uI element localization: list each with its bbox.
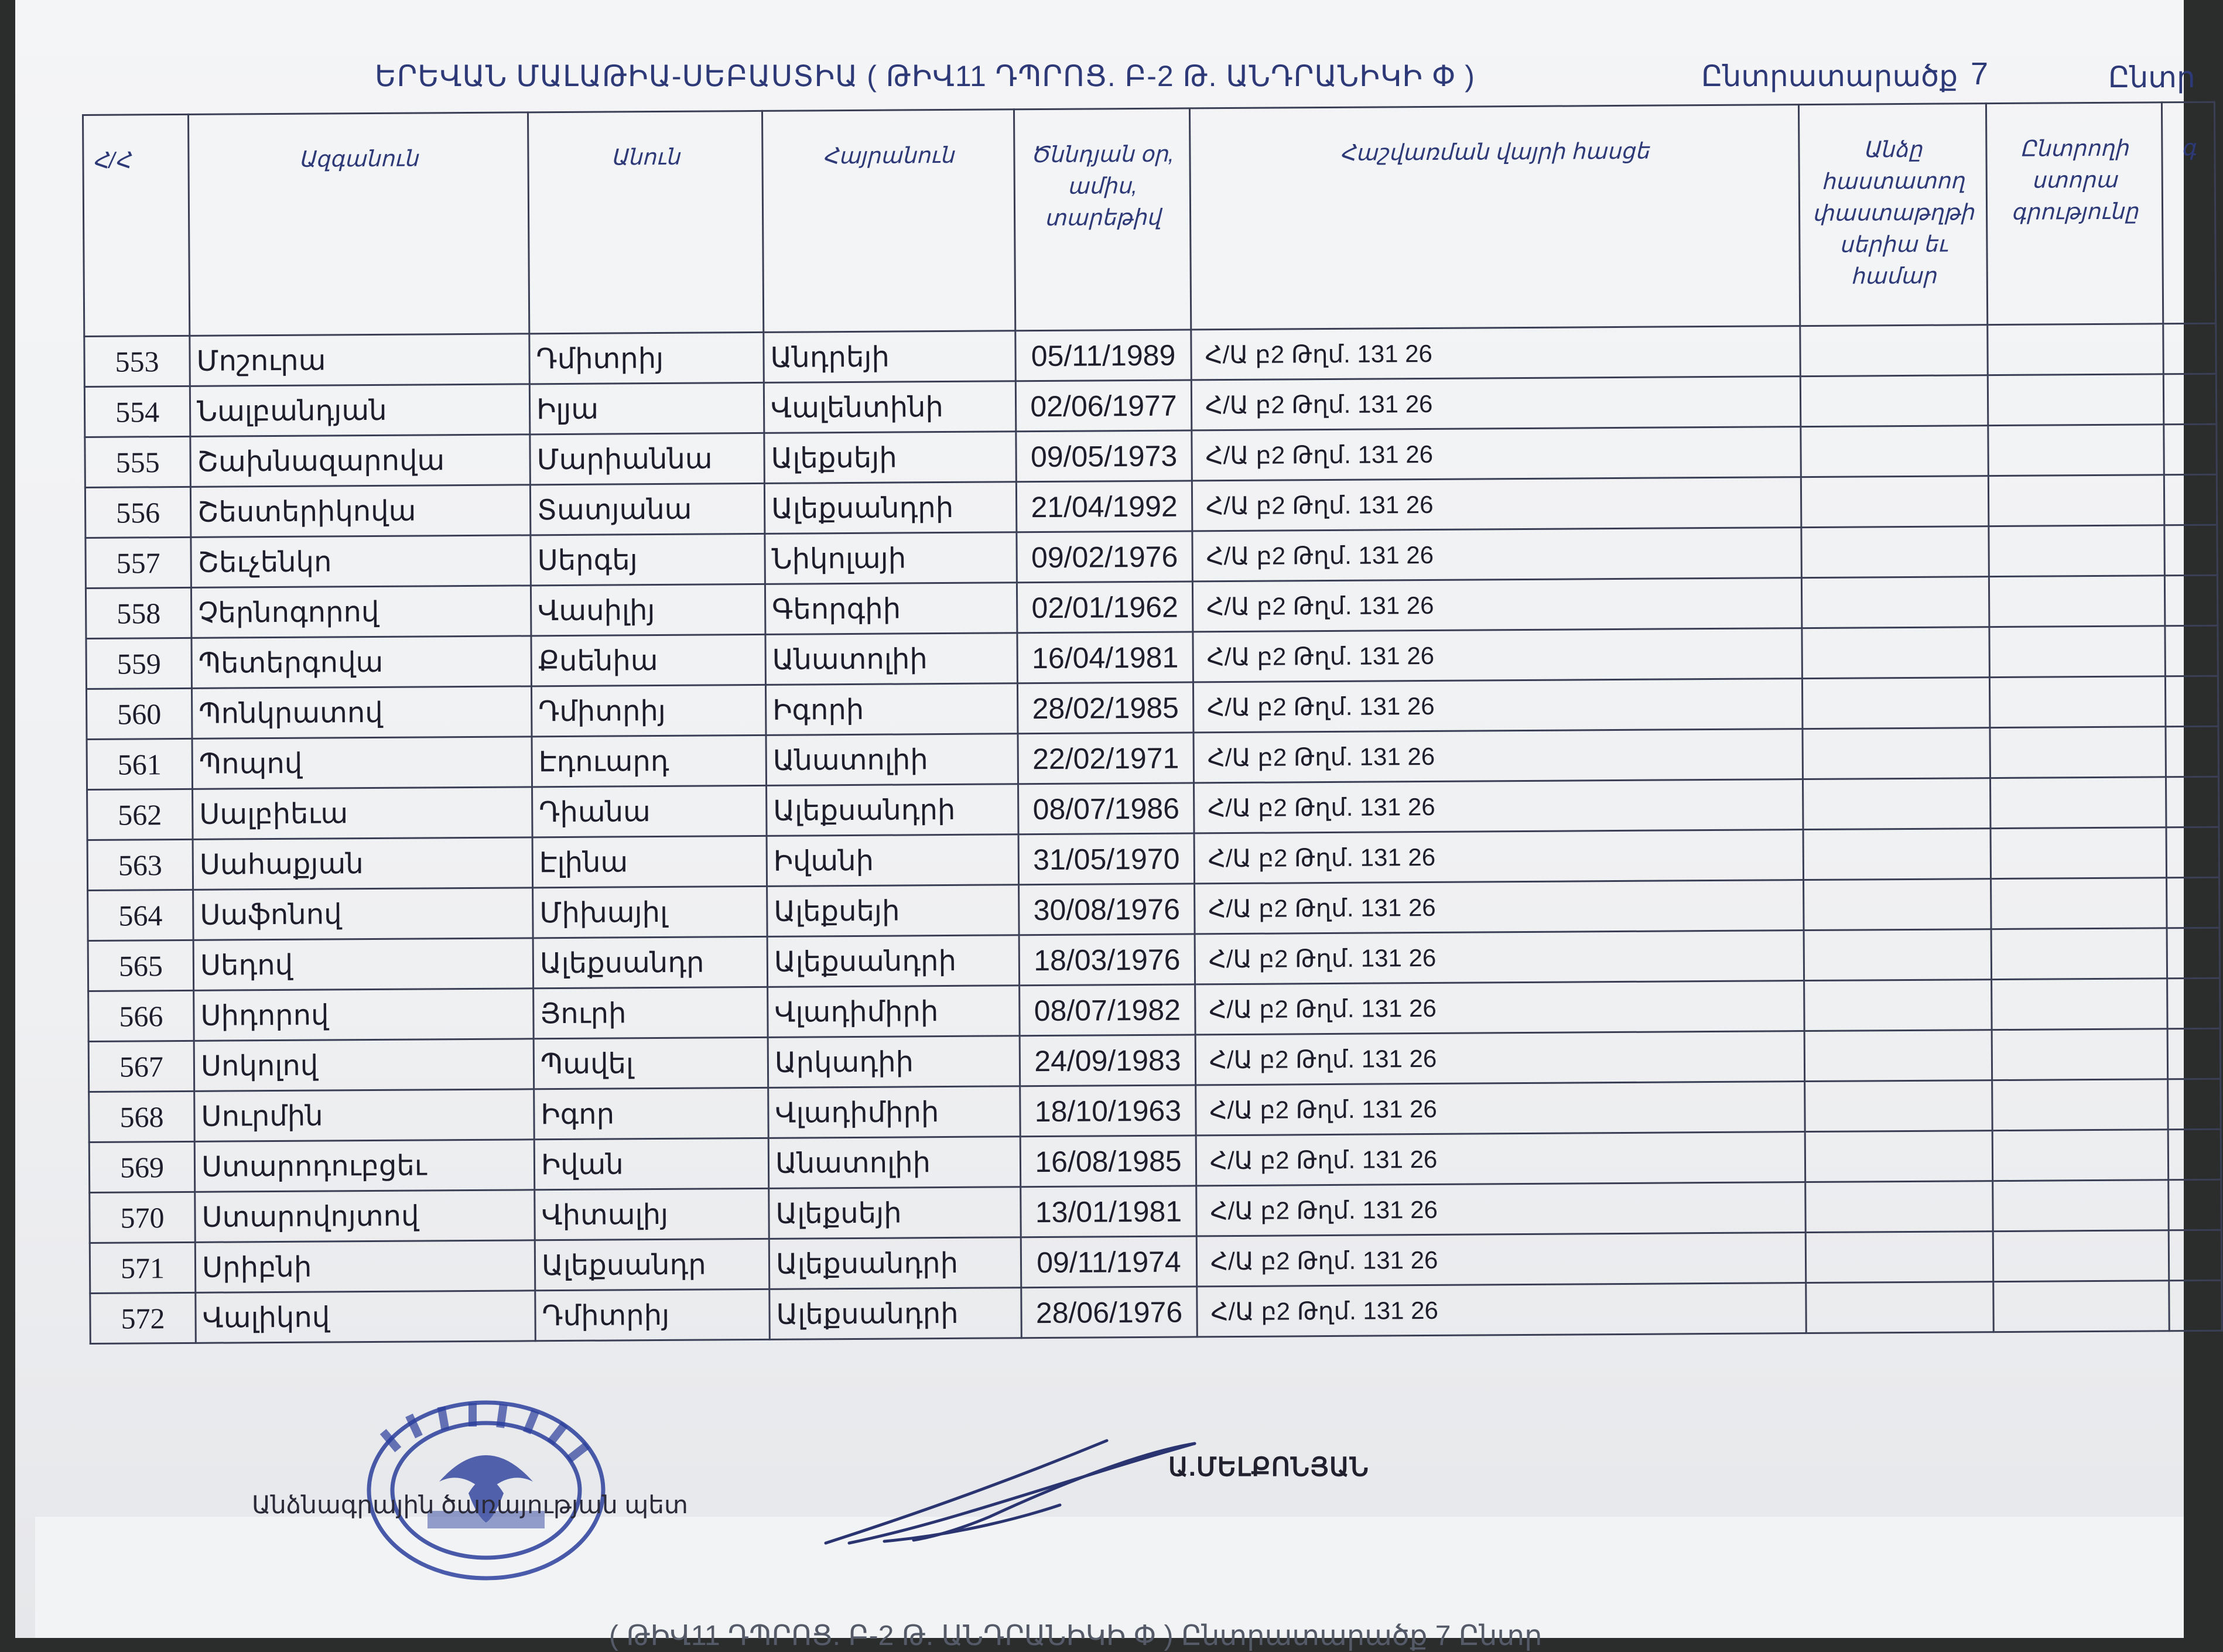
col-header-address: Հաշվառման վայրի հասցե — [1189, 105, 1800, 330]
name-cell: Մարիաննա — [530, 433, 765, 484]
patronymic-cell: Նիկոլայի — [765, 532, 1017, 584]
row-number: 553 — [84, 336, 190, 387]
voter-signature-cell — [1988, 475, 2164, 526]
row-number: 567 — [88, 1041, 194, 1092]
id-document-cell — [1804, 1030, 1992, 1082]
voter-signature-cell — [1992, 1130, 2169, 1181]
id-document-cell — [1800, 375, 1988, 427]
extra-cell — [2168, 1079, 2221, 1130]
extra-cell — [2166, 777, 2219, 827]
row-number: 568 — [89, 1091, 195, 1142]
address-cell: Հ/Ա բ2 Թղմ. 131 26 — [1193, 729, 1803, 783]
patronymic-cell: Ալեքսանդրի — [764, 482, 1017, 534]
extra-cell — [2163, 323, 2217, 374]
row-number: 566 — [88, 990, 194, 1041]
row-number: 563 — [87, 839, 193, 890]
patronymic-cell: Ալեքսեյի — [767, 885, 1020, 937]
birthdate-cell: 08/07/1982 — [1020, 984, 1196, 1036]
name-cell: Պավել — [533, 1037, 768, 1089]
extra-cell — [2169, 1179, 2222, 1230]
birthdate-cell: 30/08/1976 — [1019, 884, 1195, 935]
birthdate-cell: 18/10/1963 — [1020, 1085, 1196, 1137]
id-document-cell — [1806, 1282, 1994, 1333]
voter-signature-cell — [1992, 1079, 2169, 1131]
name-cell: Էդուարդ — [532, 735, 767, 786]
name-cell: Դիանա — [532, 785, 767, 837]
surname-cell: Պոպով — [192, 737, 532, 789]
precinct-title: ԵՐԵՎԱՆ ՄԱԼԱԹԻԱ-ՍԵԲԱՍՏԻԱ ( ԹԻՎ11 ԴՊՐՈՑ. Բ-2 Թ. ԱՆԴՐԱՆԻԿԻ Փ ) — [375, 60, 1475, 93]
voter-signature-cell — [1993, 1281, 2170, 1332]
id-document-cell — [1801, 577, 1989, 628]
name-cell: Իգոր — [534, 1087, 769, 1139]
surname-cell: Շեստերիկովա — [190, 485, 531, 538]
birthdate-cell: 13/01/1981 — [1021, 1186, 1197, 1237]
address-cell: Հ/Ա բ2 Թղմ. 131 26 — [1194, 779, 1804, 833]
birthdate-cell: 08/07/1986 — [1018, 783, 1195, 834]
surname-cell: Սիդորով — [194, 989, 534, 1041]
address-cell: Հ/Ա բ2 Թղմ. 131 26 — [1196, 1233, 1806, 1287]
row-number: 561 — [87, 738, 193, 789]
patronymic-cell: Անատոլիի — [766, 734, 1018, 786]
patronymic-cell: Վլադիմիրի — [768, 986, 1020, 1038]
address-cell: Հ/Ա բ2 Թղմ. 131 26 — [1196, 1132, 1805, 1186]
birthdate-cell: 21/04/1992 — [1016, 481, 1192, 532]
address-cell: Հ/Ա բ2 Թղմ. 131 26 — [1192, 528, 1802, 582]
address-cell: Հ/Ա բ2 Թղմ. 131 26 — [1195, 931, 1804, 984]
col-header-birthdate: Ծննդյան օր, ամիս, տարեթիվ — [1014, 108, 1191, 331]
id-document-cell — [1805, 1131, 1993, 1182]
address-cell: Հ/Ա բ2 Թղմ. 131 26 — [1192, 477, 1801, 531]
birthdate-cell: 22/02/1971 — [1018, 733, 1194, 784]
address-cell: Հ/Ա բ2 Թղմ. 131 26 — [1195, 880, 1804, 934]
name-cell: Ալեքսանդր — [533, 936, 768, 988]
address-cell: Հ/Ա բ2 Թղմ. 131 26 — [1192, 578, 1802, 632]
address-cell: Հ/Ա բ2 Թղմ. 131 26 — [1191, 377, 1801, 430]
row-number: 555 — [85, 436, 191, 487]
surname-cell: Պոնկրատով — [191, 686, 532, 739]
row-number: 570 — [90, 1192, 196, 1243]
name-cell: Ալեքսանդր — [535, 1239, 770, 1290]
voter-signature-cell — [1989, 576, 2165, 627]
extra-cell — [2165, 676, 2218, 727]
voter-signature-cell — [1988, 374, 2164, 426]
extra-cell — [2166, 827, 2219, 878]
extra-cell — [2167, 1028, 2221, 1079]
voter-signature-cell — [1992, 1029, 2168, 1080]
id-document-cell — [1804, 980, 1992, 1031]
voter-signature-cell — [1989, 676, 2166, 728]
patronymic-cell: Անատոլիի — [768, 1137, 1021, 1189]
id-document-cell — [1803, 778, 1991, 830]
document-header — [375, 56, 2195, 102]
id-document-cell — [1802, 678, 1990, 729]
district-label: Ընտրատարածք — [1701, 60, 1958, 93]
surname-cell: Ստարովոյտով — [195, 1190, 535, 1243]
id-document-cell — [1801, 526, 1989, 578]
surname-cell: Պետերգովա — [191, 636, 532, 689]
birthdate-cell: 02/01/1962 — [1017, 582, 1193, 633]
name-cell: Յուրի — [533, 987, 768, 1038]
patronymic-cell: Ալեքսանդրի — [769, 1237, 1021, 1290]
address-cell: Հ/Ա բ2 Թղմ. 131 26 — [1196, 1082, 1805, 1135]
voter-signature-cell — [1993, 1180, 2169, 1232]
row-number: 565 — [88, 940, 194, 991]
surname-cell: Սեդով — [193, 938, 533, 991]
name-cell: Քսենիա — [531, 634, 766, 686]
surname-cell: Սրիբնի — [195, 1240, 535, 1293]
name-cell: Վասիլիյ — [531, 584, 765, 635]
surname-cell: Սոկոլով — [194, 1039, 534, 1092]
patronymic-cell: Վալենտինի — [764, 381, 1016, 433]
row-number: 571 — [90, 1242, 196, 1293]
voter-signature-cell — [1992, 979, 2168, 1030]
birthdate-cell: 09/02/1976 — [1017, 531, 1193, 583]
name-cell: Դմիտրիյ — [535, 1289, 770, 1340]
id-document-cell — [1804, 879, 1992, 931]
row-number: 556 — [85, 487, 191, 538]
voter-signature-cell — [1991, 878, 2167, 929]
id-document-cell — [1803, 728, 1991, 779]
row-number: 572 — [90, 1292, 196, 1343]
patronymic-cell: Ալեքսանդրի — [770, 1288, 1022, 1340]
surname-cell: Սուրմին — [194, 1089, 535, 1142]
address-cell: Հ/Ա բ2 Թղմ. 131 26 — [1192, 427, 1801, 481]
col-header-id-document: Անձը հաստատող փաստաթղթի սերիա եւ համար — [1798, 104, 1987, 326]
row-number: 554 — [84, 386, 190, 437]
row-number: 559 — [86, 638, 192, 689]
address-cell: Հ/Ա բ2 Թղմ. 131 26 — [1193, 628, 1803, 682]
voter-signature-cell — [1989, 626, 2166, 678]
col-header-voter-signature: Ընտրողի ստորա գրությունը — [1986, 102, 2163, 325]
birthdate-cell: 18/03/1976 — [1019, 934, 1195, 986]
row-number: 564 — [88, 890, 194, 940]
extra-cell — [2169, 1280, 2222, 1331]
name-cell: Իլյա — [529, 382, 764, 434]
voter-signature-cell — [1993, 1230, 2169, 1282]
voter-list-table — [82, 101, 2223, 1345]
name-cell: Միխայիլ — [533, 886, 768, 938]
patronymic-cell: Ալեքսեյի — [764, 432, 1017, 484]
id-document-cell — [1805, 1232, 1993, 1283]
col-header-surname: Ազգանուն — [189, 112, 529, 336]
voter-signature-cell — [1989, 525, 2165, 577]
surname-cell: Ստարոդուբցեւ — [194, 1140, 535, 1192]
surname-cell: Վալիկով — [196, 1291, 536, 1343]
col-header-name: Անուն — [528, 111, 763, 333]
surname-cell: Մոշուրա — [190, 334, 530, 387]
patronymic-cell: Ալեքսանդրի — [767, 935, 1020, 987]
id-document-cell — [1805, 1080, 1993, 1132]
name-cell: Դմիտրիյ — [529, 332, 764, 384]
patronymic-cell: Վլադիմիրի — [768, 1086, 1021, 1138]
birthdate-cell: 09/05/1973 — [1016, 430, 1192, 482]
patronymic-cell: Արկադիի — [768, 1036, 1020, 1088]
id-document-cell — [1801, 476, 1989, 528]
district-label-truncated: Ընտր — [2108, 61, 2195, 94]
birthdate-cell: 16/04/1981 — [1017, 632, 1193, 683]
voter-signature-cell — [1990, 777, 2166, 829]
next-page-header-fragment: ( ԹԻՎ11 ԴՊՐՈՑ. Բ-2 Թ. ԱՆԴՐԱՆԻԿԻ Փ ) Ընտրատարածք 7 Ընտր — [609, 1620, 1543, 1651]
patronymic-cell: Անատոլիի — [765, 633, 1018, 685]
extra-cell — [2163, 374, 2217, 425]
birthdate-cell: 28/06/1976 — [1021, 1287, 1198, 1338]
birthdate-cell: 09/11/1974 — [1021, 1236, 1197, 1288]
name-cell: Վիտալիյ — [535, 1188, 770, 1240]
patronymic-cell: Անդրեյի — [764, 331, 1016, 383]
voter-signature-cell — [1988, 425, 2164, 476]
surname-cell: Շախնազարովա — [190, 435, 531, 487]
id-document-cell — [1801, 426, 1989, 477]
name-cell: Սերգեյ — [531, 533, 765, 585]
signatory-name: Ա.ՄԵԼՔՈՆՅԱՆ — [1168, 1453, 1369, 1482]
id-document-cell — [1805, 1181, 1993, 1233]
id-document-cell — [1800, 325, 1988, 377]
row-number: 562 — [87, 789, 193, 840]
surname-cell: Չերնոգորով — [191, 586, 531, 638]
address-cell: Հ/Ա բ2 Թղմ. 131 26 — [1193, 679, 1803, 733]
extra-cell — [2169, 1230, 2222, 1281]
birthdate-cell: 28/02/1985 — [1017, 682, 1193, 734]
extra-cell — [2166, 726, 2219, 777]
extra-cell — [2164, 424, 2217, 475]
extra-cell — [2167, 877, 2220, 928]
extra-cell — [2164, 525, 2218, 576]
patronymic-cell: Ալեքսեյի — [769, 1187, 1021, 1239]
address-cell: Հ/Ա բ2 Թղմ. 131 26 — [1197, 1283, 1807, 1337]
birthdate-cell: 31/05/1970 — [1018, 833, 1195, 885]
address-cell: Հ/Ա բ2 Թղմ. 131 26 — [1195, 981, 1805, 1035]
extra-cell — [2167, 978, 2221, 1029]
patronymic-cell: Գեորգիի — [765, 583, 1017, 635]
surname-cell: Նալբանդյան — [190, 384, 530, 437]
extra-cell — [2165, 625, 2218, 676]
address-cell: Հ/Ա բ2 Թղմ. 131 26 — [1195, 1031, 1805, 1085]
name-cell: Տատյանա — [530, 483, 765, 535]
id-document-cell — [1803, 829, 1991, 880]
row-number: 560 — [86, 688, 192, 739]
address-cell: Հ/Ա բ2 Թղմ. 131 26 — [1196, 1182, 1806, 1236]
voter-signature-cell — [1991, 928, 2167, 980]
name-cell: Էլինա — [532, 836, 767, 887]
surname-cell: Սաֆոնով — [193, 888, 533, 940]
surname-cell: Սալբիեւա — [193, 787, 533, 840]
row-number: 557 — [86, 537, 191, 588]
row-number: 569 — [89, 1141, 195, 1192]
address-cell: Հ/Ա բ2 Թղմ. 131 26 — [1194, 830, 1804, 884]
voter-signature-cell — [1990, 727, 2166, 778]
patronymic-cell: Իվանի — [767, 834, 1019, 887]
surname-cell: Շեւչենկո — [191, 535, 531, 588]
col-header-patronymic: Հայրանուն — [762, 110, 1015, 333]
patronymic-cell: Իգորի — [765, 683, 1018, 736]
name-cell: Դմիտրիյ — [531, 685, 766, 736]
birthdate-cell: 02/06/1977 — [1015, 380, 1192, 432]
col-header-number: Հ/Հ — [83, 114, 190, 336]
handwritten-signature — [814, 1417, 1201, 1552]
birthdate-cell: 24/09/1983 — [1020, 1035, 1196, 1086]
address-cell: Հ/Ա բ2 Թղմ. 131 26 — [1191, 326, 1801, 380]
birthdate-cell: 16/08/1985 — [1020, 1135, 1196, 1187]
name-cell: Իվան — [534, 1138, 769, 1189]
extra-cell — [2164, 474, 2217, 525]
surname-cell: Սահաքյան — [193, 837, 533, 890]
voter-signature-cell — [1988, 324, 2164, 375]
voter-signature-cell — [1991, 827, 2167, 879]
signature-title: Անձնագրային ծառայության պետ — [252, 1491, 688, 1518]
birthdate-cell: 05/11/1989 — [1015, 330, 1192, 381]
extra-cell — [2167, 928, 2220, 979]
patronymic-cell: Ալեքսանդրի — [767, 784, 1019, 836]
col-header-truncated: գ — [2162, 102, 2215, 324]
district-number: 7 — [1971, 56, 1989, 91]
table-header-row — [83, 102, 2216, 336]
signature-block — [0, 1394, 1464, 1546]
id-document-cell — [1802, 627, 1990, 679]
id-document-cell — [1804, 929, 1992, 981]
extra-cell — [2164, 575, 2218, 626]
extra-cell — [2168, 1129, 2221, 1180]
row-number: 558 — [86, 587, 191, 638]
